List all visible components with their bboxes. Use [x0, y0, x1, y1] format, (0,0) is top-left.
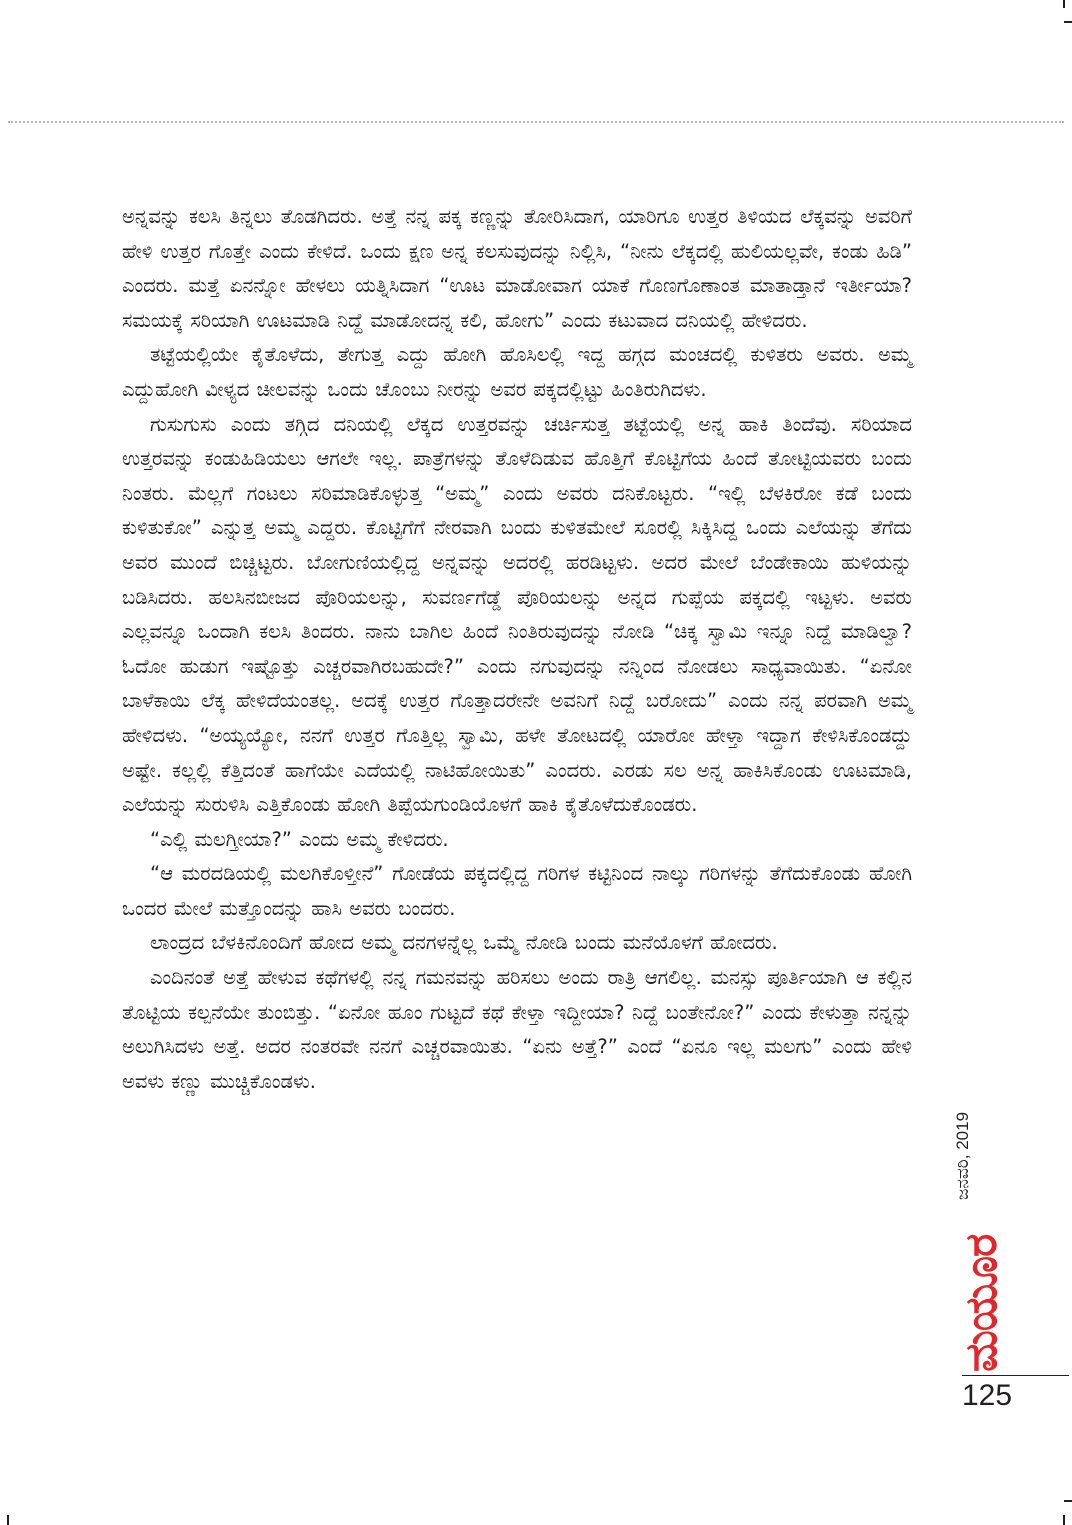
paragraph: ಲಾಂದ್ರದ ಬೆಳಕಿನೊಂದಿಗೆ ಹೋದ ಅಮ್ಮ ದನಗಳನ್ನೆಲ್ಲ ಒಮ್ಮೆ ನೋಡಿ ಬಂದು ಮನೆಯೊಳಗೆ ಹೋದರು.: [150, 931, 778, 955]
crop-mark-right-lower: [1064, 1500, 1072, 1502]
paragraph: ಅನ್ನವನ್ನು ಕಲಸಿ ತಿನ್ನಲು ತೊಡಗಿದರು. ಅತ್ತೆ ನನ್ನ ಪಕ್ಕ ಕಣ್ಣನ್ನು ತೋರಿಸಿದಾಗ, ಯಾರಿಗೂ ಉತ್ತರ ತಿಳಿಯದ ಲೆಕ್ಕವನ್ನು ಅವರಿಗೆ ಹೇಳಿ ಉತ್ತರ ಗೊತ್ತೇ ಎಂದು ಕೇಳಿದೆ. ಒಂದು ಕ್ಷಣ ಅನ್ನ ಕಲಸುವುದನ್ನು ನಿಲ್ಲಿಸಿ, “ನೀನು ಲೆಕ್ಕದಲ್ಲಿ ಹುಲಿಯಲ್ಲವೇ, ಕಂಡು ಹಿಡಿ” ಎಂದರು. ಮತ್ತೆ ಏನನ್ನೋ ಹೇಳಲು ಯತ್ನಿಸಿದಾಗ “ಊಟ ಮಾಡೋವಾಗ ಯಾಕೆ ಗೊಣಗೊಣಾಂತ ಮಾತಾಡ್ತಾನೆ ಇರ್ತೀಯಾ? ಸಮಯಕ್ಕೆ ಸರಿಯಾಗಿ ಊಟಮಾಡಿ ನಿದ್ದೆ ಮಾಡೋದನ್ನ ಕಲಿ, ಹೋಗು” ಎಂದು ಕಟುವಾದ ದನಿಯಲ್ಲಿ ಹೇಳಿದರು.: [122, 205, 912, 332]
paragraph: ಗುಸುಗುಸು ಎಂದು ತಗ್ಗಿದ ದನಿಯಲ್ಲಿ ಲೆಕ್ಕದ ಉತ್ತರವನ್ನು ಚರ್ಚಿಸುತ್ತ ತಟ್ಟೆಯಲ್ಲಿ ಅನ್ನ ಹಾಕಿ ತಿಂದೆವು. ಸರಿಯಾದ ಉತ್ತರವನ್ನು ಕಂಡುಹಿಡಿಯಲು ಆಗಲೇ ಇಲ್ಲ. ಪಾತ್ರೆಗಳನ್ನು ತೊಳೆದಿಡುವ ಹೊತ್ತಿಗೆ ಕೊಟ್ಟಿಗೆಯ ಹಿಂದೆ ತೋಟ್ಟಿಯವರು ಬಂದು ನಿಂತರು. ಮೆಲ್ಲಗೆ ಗಂಟಲು ಸರಿಮಾಡಿಕೊಳ್ಳುತ್ತ “ಅಮ್ಮ” ಎಂದು ಅವರು ದನಿಕೊಟ್ಟರು. “ಇಲ್ಲಿ ಬೆಳಕಿರೋ ಕಡೆ ಬಂದು ಕುಳಿತುಕೋ” ಎನ್ನುತ್ತ ಅಮ್ಮ ಎದ್ದರು. ಕೊಟ್ಟಿಗೆಗೆ ನೇರವಾಗಿ ಬಂದು ಕುಳಿತಮೇಲೆ ಸೂರಲ್ಲಿ ಸಿಕ್ಕಿಸಿದ್ದ ಒಂದು ಎಲೆಯನ್ನು ತೆಗೆದು ಅವರ ಮುಂದೆ ಬಿಚ್ಚಿಟ್ಟರು. ಬೋಗುಣಿಯಲ್ಲಿದ್ದ ಅನ್ನವನ್ನು ಅದರಲ್ಲಿ ಹರಡಿಟ್ಟಳು. ಅದರ ಮೇಲೆ ಬೆಂಡೇಕಾಯಿ ಹುಳಿಯನ್ನು ಬಡಿಸಿದರು. ಹಲಸಿನಬೀಜದ ಪೊರಿಯಲನ್ನು, ಸುವರ್ಣಗೆಡ್ಡೆ ಪೊರಿಯಲನ್ನು ಅನ್ನದ ಗುಪ್ಪೆಯ ಪಕ್ಕದಲ್ಲಿ ಇಟ್ಟಳು. ಅವರು ಎಲ್ಲವನ್ನೂ ಒಂದಾಗಿ ಕಲಸಿ ತಿಂದರು. ನಾನು ಬಾಗಿಲ ಹಿಂದೆ ನಿಂತಿರುವುದನ್ನು ನೋಡಿ “ಚಿಕ್ಕ ಸ್ವಾಮಿ ಇನ್ನೂ ನಿದ್ದೆ ಮಾಡಿಲ್ವಾ? ಓದೋ ಹುಡುಗ ಇಷ್ಟೊತ್ತು ಎಚ್ಚರವಾಗಿರಬಹುದೇ?” ಎಂದು ನಗುವುದನ್ನು ನನ್ನಿಂದ ನೋಡಲು ಸಾಧ್ಯವಾಯಿತು. “ಏನೋ ಬಾಳೆಕಾಯಿ ಲೆಕ್ಕ ಹೇಳಿದೆಯಂತಲ್ಲ. ಅದಕ್ಕೆ ಉತ್ತರ ಗೊತ್ತಾದರೇನೇ ಅವನಿಗೆ ನಿದ್ದೆ ಬರೋದು” ಎಂದು ನನ್ನ ಪರವಾಗಿ ಅಮ್ಮ ಹೇಳಿದಳು. “ಅಯ್ಯಯ್ಯೋ, ನನಗೆ ಉತ್ತರ ಗೊತ್ತಿಲ್ಲ ಸ್ವಾಮಿ, ಹಳೇ ತೋಟದಲ್ಲಿ ಯಾರೋ ಹೇಳ್ತಾ ಇದ್ದಾಗ ಕೇಳಿಸಿಕೊಂಡದ್ದು ಅಷ್ಟೇ. ಕಲ್ಲಲ್ಲಿ ಕೆತ್ತಿದಂತೆ ಹಾಗೆಯೇ ಎದೆಯಲ್ಲಿ ನಾಟಿಹೋಯಿತು” ಎಂದರು. ಎರಡು ಸಲ ಅನ್ನ ಹಾಕಿಸಿಕೊಂಡು ಊಟಮಾಡಿ, ಎಲೆಯನ್ನು ಸುರುಳಿಸಿ ಎತ್ತಿಕೊಂಡು ಹೋಗಿ ತಿಪ್ಪೆಯಗುಂಡಿಯೊಳಗೆ ಹಾಕಿ ಕೈತೊಳೆದುಕೊಂಡರು.: [122, 412, 912, 817]
crop-mark-right-upper: [1064, 21, 1072, 23]
issue-date: ಜನವರಿ, 2019: [953, 1111, 972, 1200]
paragraph: “ಆ ಮರದಡಿಯಲ್ಲಿ ಮಲಗಿಕೊಳ್ತೀನೆ” ಗೋಡೆಯ ಪಕ್ಕದಲ್ಲಿದ್ದ ಗರಿಗಳ ಕಟ್ಟಿನಿಂದ ನಾಲ್ಕು ಗರಿಗಳನ್ನು ತೆಗೆದುಕೊಂಡು ಹೋಗಿ ಒಂದರ ಮೇಲೆ ಮತ್ತೊಂದನ್ನು ಹಾಸಿ ಅವರು ಬಂದರು.: [122, 862, 912, 920]
paragraph: ತಟ್ಟೆಯಲ್ಲಿಯೇ ಕೈತೊಳೆದು, ತೇಗುತ್ತ ಎದ್ದು ಹೋಗಿ ಹೊಸಿಲಲ್ಲಿ ಇದ್ದ ಹಗ್ಗದ ಮಂಚದಲ್ಲಿ ಕುಳಿತರು ಅವರು. ಅಮ್ಮ ಎದ್ದುಹೋಗಿ ವೀಳ್ಯದ ಚೀಲವನ್ನು ಒಂದು ಚೊಂಬು ನೀರನ್ನು ಅವರ ಪಕ್ಕದಲ್ಲಿಟ್ಟು ಹಿಂತಿರುಗಿದಳು.: [122, 343, 912, 401]
crop-mark-bottom-left: [7, 1515, 9, 1525]
magazine-masthead: ಮಯೂರ: [956, 1234, 1007, 1372]
crop-mark-top-right: [1063, 0, 1065, 8]
page-number: 125: [962, 1379, 1013, 1412]
crop-mark-bottom-right: [1063, 1515, 1065, 1525]
article-body: [122, 200, 912, 1099]
header-dotted-rule: [8, 121, 1064, 123]
paragraph: “ಎಲ್ಲಿ ಮಲಗ್ತೀಯಾ?” ಎಂದು ಅಮ್ಮ ಕೇಳಿದರು.: [150, 827, 449, 851]
paragraph: ಎಂದಿನಂತೆ ಅತ್ತೆ ಹೇಳುವ ಕಥೆಗಳಲ್ಲಿ ನನ್ನ ಗಮನವನ್ನು ಹರಿಸಲು ಅಂದು ರಾತ್ರಿ ಆಗಲಿಲ್ಲ. ಮನಸ್ಸು ಪೂರ್ತಿಯಾಗಿ ಆ ಕಲ್ಲಿನ ತೊಟ್ಟಿಯ ಕಲ್ಪನೆಯೇ ತುಂಬಿತ್ತು. “ಏನೋ ಹೂಂ ಗುಟ್ಟದೆ ಕಥೆ ಕೇಳ್ತಾ ಇದ್ದೀಯಾ? ನಿದ್ದೆ ಬಂತೇನೋ?” ಎಂದು ಕೇಳುತ್ತಾ ನನ್ನನ್ನು ಅಲುಗಿಸಿದಳು ಅತ್ತೆ. ಅದರ ನಂತರವೇ ನನಗೆ ಎಚ್ಚರವಾಯಿತು. “ಏನು ಅತ್ತೆ?” ಎಂದೆ “ಏನೂ ಇಲ್ಲ ಮಲಗು” ಎಂದು ಹೇಳಿ ಅವಳು ಕಣ್ಣು ಮುಚ್ಚಿಕೊಂಡಳು.: [122, 966, 912, 1093]
